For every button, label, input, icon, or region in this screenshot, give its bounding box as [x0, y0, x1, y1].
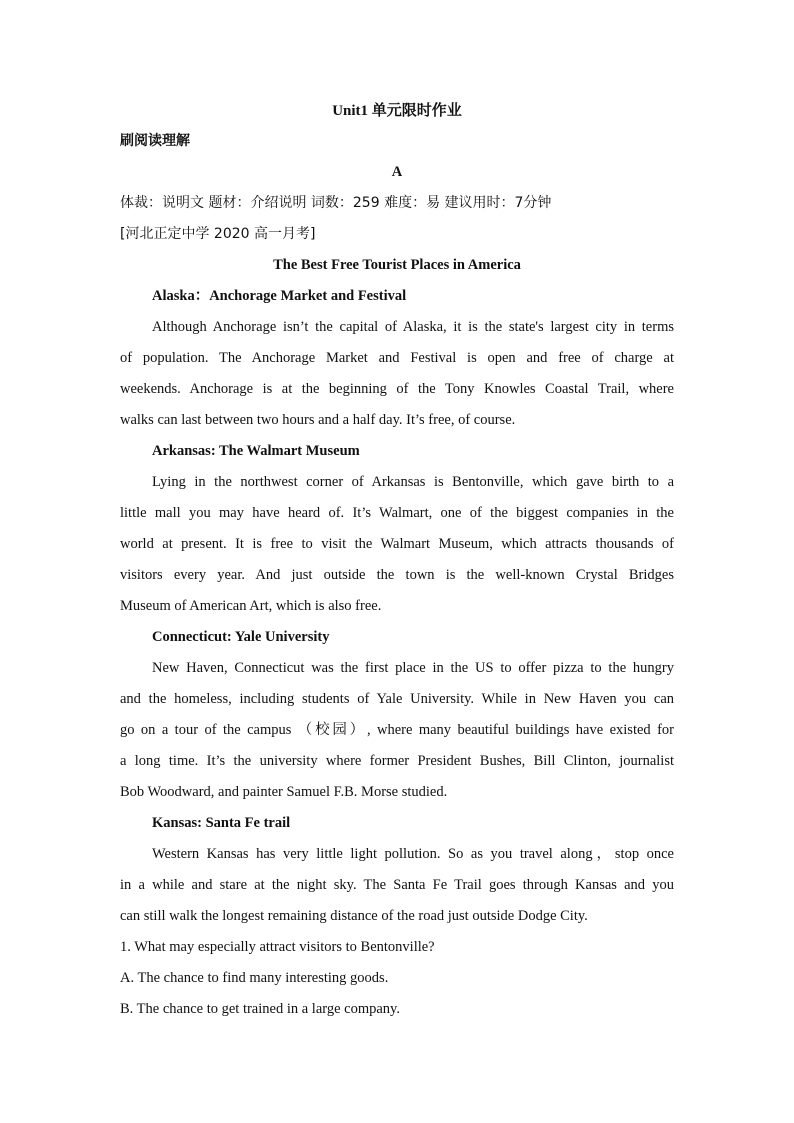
paragraph-line: world at present. It is free to visit the Walmart Museum, which attracts thousands of [120, 536, 674, 552]
paragraph-line: of population. The Anchorage Market and Festival is open and free of charge at [120, 350, 674, 366]
paragraph-line: go on a tour of the campus （校园）, where many beautiful buildings have existed for [120, 722, 674, 738]
paragraph-line: and the homeless, including students of Yale University. While in New Haven you can [120, 691, 674, 707]
question-1: 1. What may especially attract visitors to Bentonville? [120, 939, 435, 955]
option-b: B. The chance to get trained in a large company. [120, 1001, 400, 1017]
passage-source: [河北正定中学 2020 高一月考] [120, 226, 316, 242]
paragraph-line: visitors every year. And just outside the town is the well-known Crystal Bridges [120, 567, 674, 583]
section-heading-alaska: Alaska：Anchorage Market and Festival [152, 288, 407, 304]
passage-title: The Best Free Tourist Places in America [273, 257, 521, 273]
paragraph-line: Museum of American Art, which is also free. [120, 598, 382, 614]
option-a: A. The chance to find many interesting goods. [120, 970, 389, 986]
paragraph-line: little mall you may have heard of. It’s Walmart, one of the biggest companies in the [120, 505, 674, 521]
passage-info: 体裁：说明文 题材：介绍说明 词数：259 难度：易 建议用时：7分钟 [120, 195, 552, 211]
paragraph-line: Western Kansas has very little light pollution. So as you travel along，stop once [152, 846, 674, 862]
paragraph-line: Bob Woodward, and painter Samuel F.B. Morse studied. [120, 784, 448, 800]
paragraph-line: a long time. It’s the university where former President Bushes, Bill Clinton, journalist [120, 753, 674, 769]
section-heading-kansas: Kansas: Santa Fe trail [152, 815, 291, 831]
paragraph-line: can still walk the longest remaining distance of the road just outside Dodge City. [120, 908, 588, 924]
doc-title: Unit1 单元限时作业 [332, 103, 462, 119]
document-page [120, 96, 674, 1025]
part-label: A [391, 164, 403, 180]
section-heading: 刷阅读理解 [120, 133, 190, 149]
paragraph-line: weekends. Anchorage is at the beginning of the Tony Knowles Coastal Trail, where [120, 381, 674, 397]
paragraph-line: in a while and stare at the night sky. The Santa Fe Trail goes through Kansas and you [120, 877, 674, 893]
section-heading-arkansas: Arkansas: The Walmart Museum [152, 443, 360, 459]
paragraph-line: Lying in the northwest corner of Arkansas is Bentonville, which gave birth to a [152, 474, 674, 490]
paragraph-line: Although Anchorage isn’t the capital of Alaska, it is the state's largest city in terms [152, 319, 674, 335]
paragraph-line: walks can last between two hours and a half day. It’s free, of course. [120, 412, 516, 428]
section-heading-connecticut: Connecticut: Yale University [152, 629, 330, 645]
paragraph-line: New Haven, Connecticut was the first place in the US to offer pizza to the hungry [152, 660, 674, 676]
